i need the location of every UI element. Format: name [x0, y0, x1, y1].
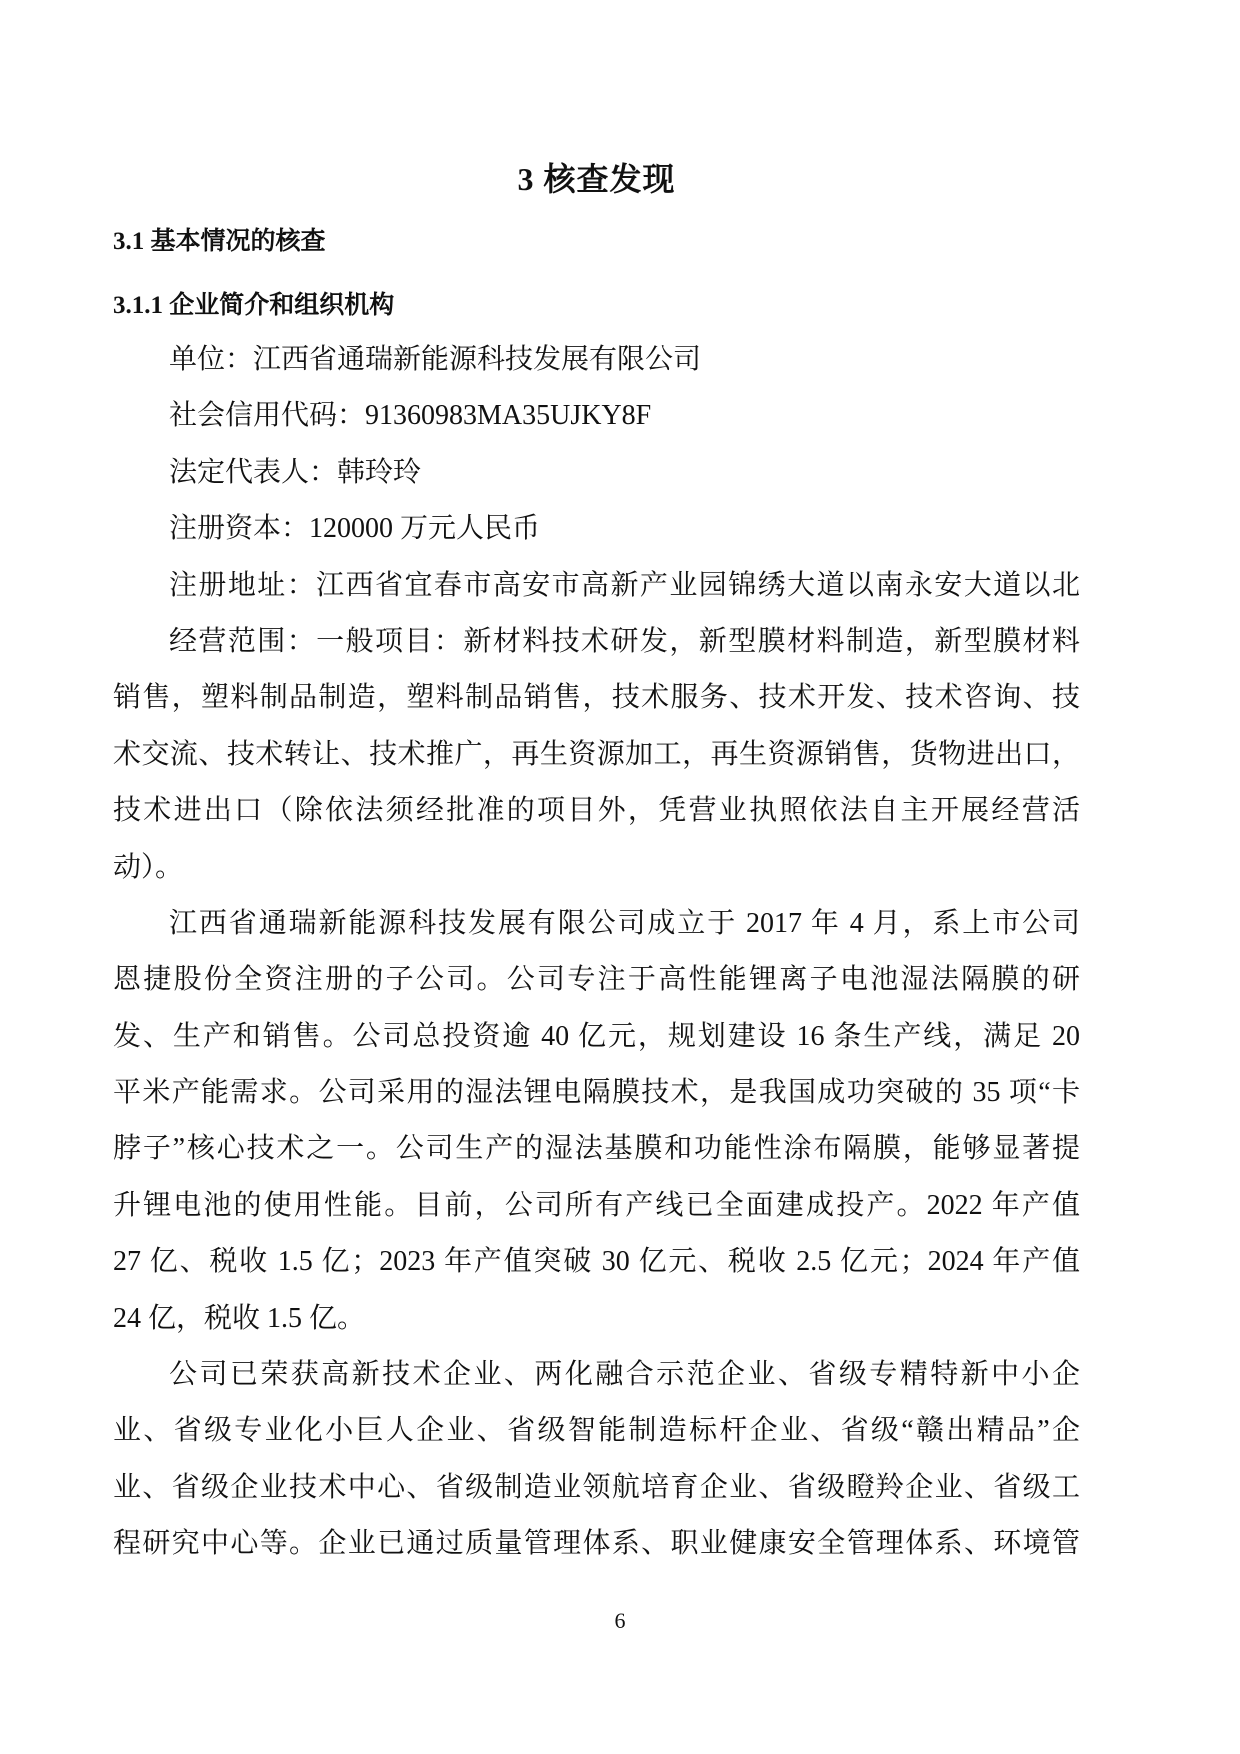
text-line: 江西省通瑞新能源科技发展有限公司成立于 2017 年 4 月，系上市公司	[169, 907, 1080, 939]
text-line: 经营范围：一般项目：新材料技术研发，新型膜材料制造，新型膜材料	[169, 625, 1080, 657]
subsection-heading-3-1-1: 3.1.1 企业简介和组织机构	[113, 292, 395, 319]
text-line: 24 亿，税收 1.5 亿。	[113, 1302, 366, 1334]
text-line: 公司已荣获高新技术企业、两化融合示范企业、省级专精特新中小企	[169, 1359, 1080, 1391]
text-line: 销售，塑料制品制造，塑料制品销售，技术服务、技术开发、技术咨询、技	[113, 682, 1080, 714]
text-line: 升锂电池的使用性能。目前，公司所有产线已全面建成投产。2022 年产值	[113, 1189, 1080, 1221]
text-line: 单位：江西省通瑞新能源科技发展有限公司	[169, 344, 702, 375]
text-line: 发、生产和销售。公司总投资逾 40 亿元，规划建设 16 条生产线，满足 20	[113, 1020, 1080, 1052]
section-heading-3-1: 3.1 基本情况的核查	[113, 228, 326, 255]
text-line: 业、省级企业技术中心、省级制造业领航培育企业、省级瞪羚企业、省级工	[113, 1471, 1080, 1503]
text-line: 注册地址：江西省宜春市高安市高新产业园锦绣大道以南永安大道以北	[169, 569, 1080, 601]
text-line: 注册资本：120000 万元人民币	[169, 513, 541, 545]
text-line: 业、省级专业化小巨人企业、省级智能制造标杆企业、省级“赣出精品”企	[113, 1415, 1080, 1447]
chapter-title: 3 核查发现	[517, 161, 676, 197]
text-line: 法定代表人：韩玲玲	[169, 456, 422, 488]
text-line: 动）。	[113, 851, 184, 883]
text-line: 术交流、技术转让、技术推广，再生资源加工，再生资源销售，货物进出口，	[113, 738, 1080, 770]
text-line: 27 亿、税收 1.5 亿；2023 年产值突破 30 亿元、税收 2.5 亿元；2024 年产值	[113, 1246, 1080, 1278]
text-line: 技术进出口（除依法须经批准的项目外，凭营业执照依法自主开展经营活	[113, 795, 1080, 827]
text-line: 社会信用代码：91360983MA35UJKY8F	[169, 400, 652, 432]
text-line: 恩捷股份全资注册的子公司。公司专注于高性能锂离子电池湿法隔膜的研	[113, 964, 1080, 996]
text-line: 脖子”核心技术之一。公司生产的湿法基膜和功能性涂布隔膜，能够显著提	[113, 1133, 1080, 1165]
text-line: 平米产能需求。公司采用的湿法锂电隔膜技术，是我国成功突破的 35 项“卡	[113, 1077, 1080, 1109]
body-text	[113, 332, 1080, 1573]
page-number: 6	[614, 1608, 626, 1633]
text-line: 程研究中心等。企业已通过质量管理体系、职业健康安全管理体系、环境管	[113, 1528, 1080, 1560]
